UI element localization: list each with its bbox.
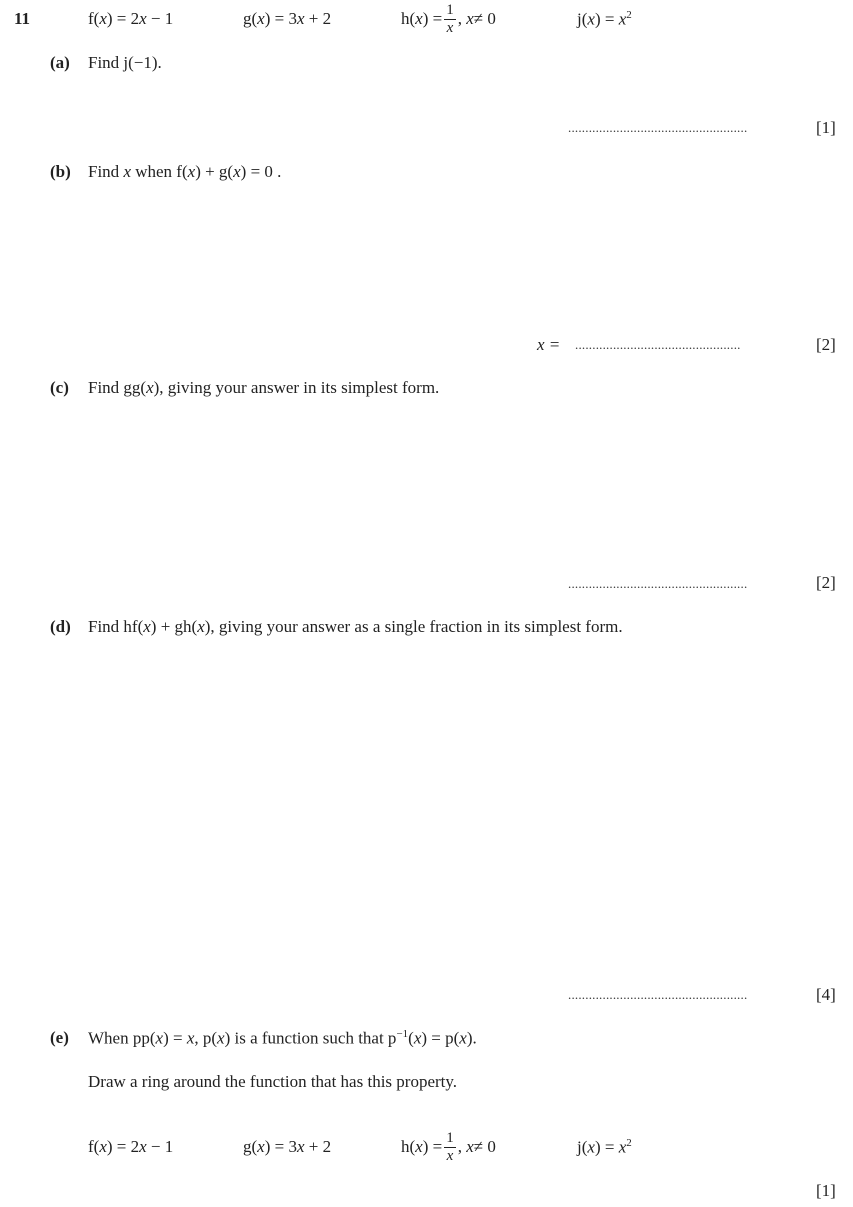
part-b-answer-line[interactable]: ................................................ [575,337,741,352]
part-b-question: Find x when f(x) + g(x) = 0 . [88,162,282,181]
part-d-marks: [4] [816,985,836,1004]
part-c-answer-line[interactable]: .................................................... [568,576,748,591]
part-e-question: When pp(x) = x, p(x) is a function such that $p^{-1}(x) = p(x)$. [88,1028,477,1048]
function-g-header: g(x) = 3x + 2 [243,9,332,28]
part-b-label: (b) [50,162,71,181]
part-c-label: (c) [50,378,69,397]
part-a-marks: [1] [816,118,836,137]
part-a-label: (a) [50,53,70,72]
part-e-label: (e) [50,1028,69,1047]
part-b-answer-prefix: x = [537,335,561,354]
part-e-instruction: Draw a ring around the function that has this property. [88,1072,458,1091]
option-function-f[interactable]: f(x) = 2x − 1 [88,1137,174,1156]
function-j-header: $j(x) = x^2$ [577,9,632,29]
function-f-header: f(x) = 2x − 1 [88,9,174,28]
part-d-label: (d) [50,617,71,636]
option-function-g[interactable]: g(x) = 3x + 2 [243,1137,332,1156]
question-number: 11 [14,9,31,28]
part-e-marks: [1] [816,1181,836,1200]
part-a-answer-line[interactable]: .................................................... [568,120,748,135]
part-b-marks: [2] [816,335,836,354]
part-a-question: Find j(−1). [88,53,162,72]
part-c-marks: [2] [816,573,836,592]
part-d-answer-line[interactable]: .................................................... [568,987,748,1002]
fraction-one-over-x: $\frac{1}{x}$ [446,1,454,36]
option-function-j[interactable]: $j(x) = x^2$ [577,1137,632,1157]
part-d-question: Find hf(x) + gh(x), giving your answer as a single fraction in its simplest form. [88,617,623,636]
option-function-h[interactable]: h( x ) = $\frac{1}{x}$ , x ≠ 0 [401,1129,496,1164]
function-h-header: h( x ) = $\frac{1}{x}$ , x ≠ 0 [401,1,496,36]
part-c-question: Find gg(x), giving your answer in its simplest form. [88,378,440,397]
